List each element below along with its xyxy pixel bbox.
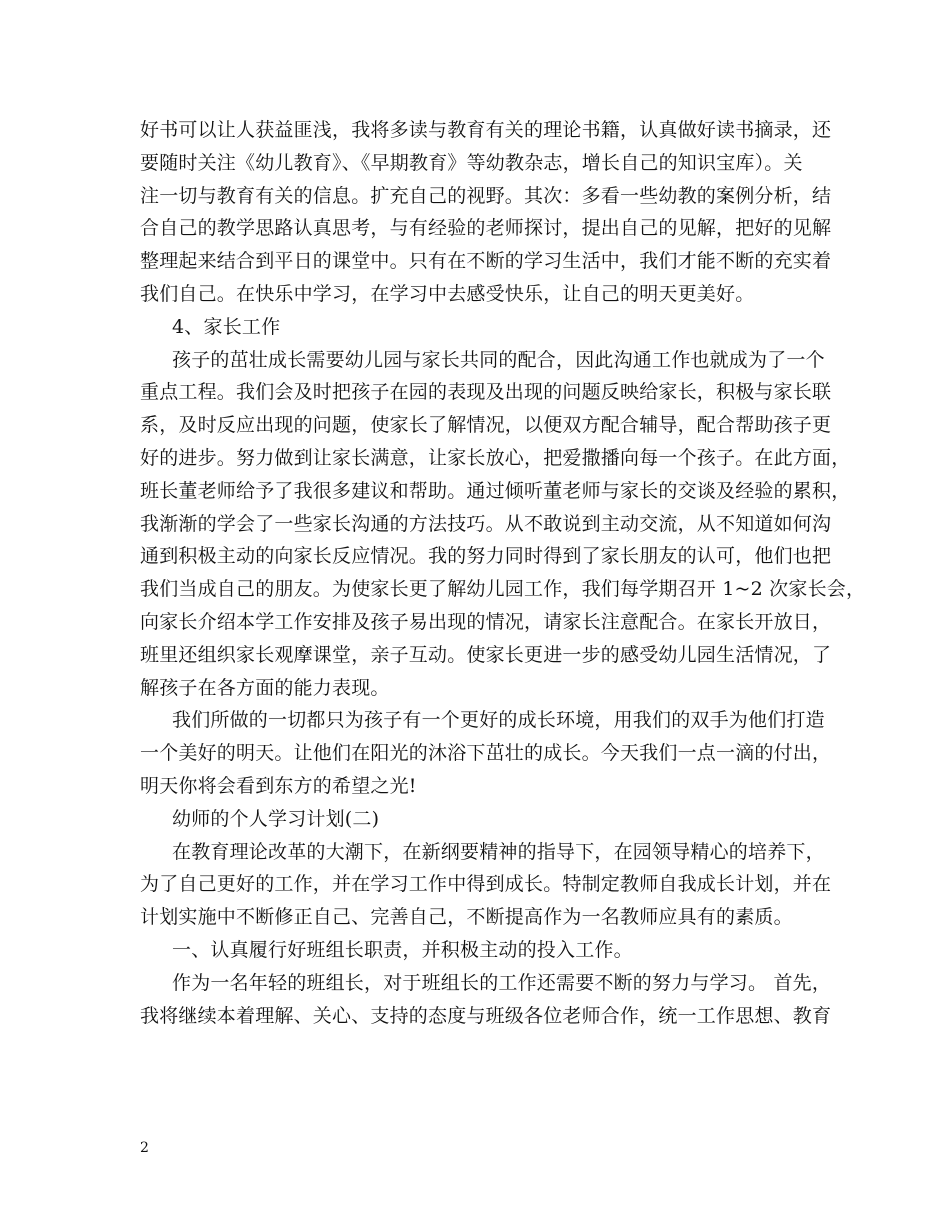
page-number: 2 [140,1140,149,1156]
text-line: 合自己的教学思路认真思考，与有经验的老师探讨，提出自己的见解，把好的见解 [140,217,832,240]
text-line: 为了自己更好的工作，并在学习工作中得到成长。特制定教师自我成长计划，并在 [140,873,832,896]
text-line: 计划实施中不断修正自己、完善自己，不断提高作为一名教师应具有的素质。 [140,906,793,929]
body-text [140,114,866,1032]
text-line: 明天你将会看到东方的希望之光! [140,774,417,797]
text-line: 我们当成自己的朋友。为使家长更了解幼儿园工作，我们每学期召开 1~2 次家长会， [140,578,866,601]
text-line: 要随时关注《幼儿教育》、《早期教育》等幼教杂志，增长自己的知识宝库）。关 [140,151,803,174]
text-line: 班里还组织家长观摩课堂，亲子互动。使家长更进一步的感受幼儿园生活情况，了 [140,643,832,666]
text-line: 孩子的茁壮成长需要幼儿园与家长共同的配合，因此沟通工作也就成为了一个 [172,348,825,371]
text-line: 注一切与教育有关的信息。扩充自己的视野。其次：多看一些幼教的案例分析，结 [140,184,832,207]
text-line: 通到积极主动的向家长反应情况。我的努力同时得到了家长朋友的认可，他们也把 [140,545,832,568]
text-line: 班长董老师给予了我很多建议和帮助。通过倾听董老师与家长的交谈及经验的累积， [140,479,851,502]
text-line: 整理起来结合到平日的课堂中。只有在不断的学习生活中，我们才能不断的充实着 [140,250,832,273]
text-line: 我将继续本着理解、关心、支持的态度与班级各位老师合作，统一工作思想、教育 [140,1004,832,1027]
text-line: 向家长介绍本学工作安排及孩子易出现的情况，请家长注意配合。在家长开放日， [140,610,832,633]
text-line: 我渐渐的学会了一些家长沟通的方法技巧。从不敢说到主动交流，从不知道如何沟 [140,512,832,535]
text-line: 4、家长工作 [172,315,281,338]
text-line: 重点工程。我们会及时把孩子在园的表现及出现的问题反映给家长，积极与家长联 [140,381,832,404]
text-line: 我们所做的一切都只为孩子有一个更好的成长环境，用我们的双手为他们打造 [172,709,825,732]
text-line: 一、认真履行好班组长职责，并积极主动的投入工作。 [172,938,633,961]
text-line: 一个美好的明天。让他们在阳光的沐浴下茁壮的成长。今天我们一点一滴的付出， [140,742,832,765]
text-line: 我们自己。在快乐中学习，在学习中去感受快乐，让自己的明天更美好。 [140,282,755,305]
text-line: 幼师的个人学习计划(二) [172,807,380,830]
text-line: 在教育理论改革的大潮下，在新纲要精神的指导下，在园领导精心的培养下， [172,840,825,863]
text-line: 系，及时反应出现的问题，使家长了解情况，以便双方配合辅导，配合帮助孩子更 [140,414,832,437]
text-line: 解孩子在各方面的能力表现。 [140,676,390,699]
text-line: 好的进步。努力做到让家长满意，让家长放心，把爱撒播向每一个孩子。在此方面， [140,446,851,469]
text-line: 作为一名年轻的班组长，对于班组长的工作还需要不断的努力与学习。 首先， [172,971,832,994]
text-line: 好书可以让人获益匪浅，我将多读与教育有关的理论书籍，认真做好读书摘录，还 [140,119,832,141]
